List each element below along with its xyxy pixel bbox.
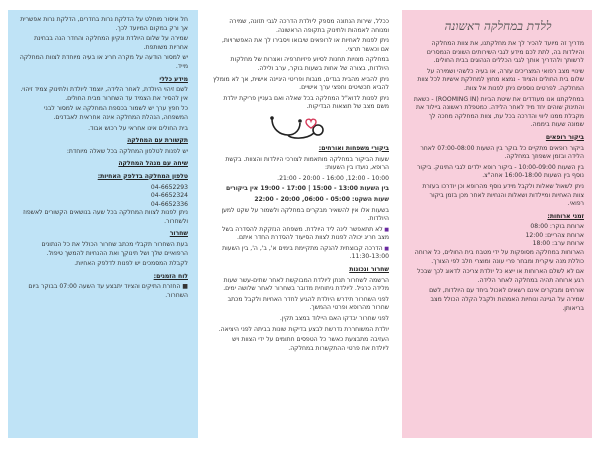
- meals-text: הארוחות במחלקה מסופקות על ידי מטבח בית החולים, כל ארוחה כוללת מנה עיקרית ומבחר פרי עונה ומוצרי חלב לפי הצורך.: [414, 249, 584, 265]
- shichrur-text: בעת השחרור תקבלי מכתב שחרור הכולל את כל הנתונים הרפואיים שלך ושל תינוקך ואת ההנחיות להמשך טיפול.: [41, 241, 188, 257]
- phones-text: יש לפנות לטלפון המחלקה בכל שאלה מיוחדת:: [66, 147, 188, 155]
- discharge-text: הרשמה לשחרור תנתן ליולדת המבוקשת לאחר שתים-עשר שעות מלידה כרגיל. ליולדת ניתוחית מדובר בשחרור לאחר שלושה ימים.: [223, 276, 389, 293]
- discharge-text-3: לפני שחרור יבדקו האם היילוד במצב תקין.: [279, 315, 389, 323]
- middle-para-5: ניתן לפנות לדוא"ל המחלקה בכל שאלה ואם בעניין פריקת יולדת משם מצב של תוצאות הבדיקות.: [223, 94, 389, 111]
- rooming-in-text: במחלקתנו אנו מעודדים את שיטת הביות (ROOMING IN) - כשאת והתינוק שוהים יחד מיד לאחר הלידה. כמטפלת ראשונה ביילוד את מקבלת ממנו ליווי והדרכה בכל עת, צוות המחלקה מחכה לך שמונה שעות ביממה.: [413, 95, 584, 129]
- phone-number-1: 04-6652293: [150, 183, 188, 191]
- left-panel: [8, 10, 198, 438]
- meal-lunch: ארוחת צהריים: 12:00: [525, 231, 584, 239]
- doctor-visits-text-2: בין השעות 10:00-09:00 - ביקור רופא ילדים לגבי התינוק. ביקור נוסף בין השעות 16:00-18:00 אחה"צ.: [416, 163, 584, 180]
- doctor-visits-heading: ביקור רופאים: [545, 133, 584, 141]
- quiet-text: בשעות אלו אין להשאיר מבקרים במחלקה ולשמור על שקט למען היולדות.: [221, 206, 389, 223]
- phones-subheading: שיחה עם מנהל המחלקה: [118, 160, 188, 168]
- visiting-no-hours: בין השעות 13:00 - 15:00 | 17:00 - 19:00 אין ביקורים: [226, 185, 389, 193]
- stethoscope-heart-icon: [266, 115, 336, 141]
- discharge-text-5: העזיבה מתבצעת כאשר כל הטפסים חתומים על ידי הצוות ויש ליולדת את פרטי ההתקשרות במחלקה.: [232, 336, 389, 352]
- visiting-text: שעות הביקור במחלקה מותאמות לצורכי היולדות והצוות. בקשת הרופא, נועדו בין השעות:: [225, 155, 389, 172]
- info-text-2: כל חפץ ערך יש לשמור בכספת המחלקה או למסור לבני המשפחה, הנהלת המחלקה אינה אחראית לאבדנים.: [44, 105, 188, 121]
- meals-text-2: אם לא לשלם הארוחות או ייצא כל יולדת צריכה לדאוג לכך שבכל רגע ארוחה תהיה במחלקה לאחר הלידה.: [417, 268, 584, 284]
- exit-text: ■ החזרת התיקים והציוד יתבצע עד השעה 07:00 בבוקר ביום השחרור.: [28, 283, 188, 300]
- brochure-title: ללדת במחלקה ראשונה: [444, 19, 552, 33]
- right-panel: [402, 10, 592, 438]
- meal-dinner: ארוחת ערב: 18:00: [532, 240, 584, 248]
- exit-heading: לוח הזמנים:: [153, 272, 188, 280]
- middle-panel: [205, 10, 397, 438]
- info-text: לשם זיהוי היולדת, לאחר הלידה, יוצמד ליולדת ולתינוק צמיד זיהוי. אין להסיר את הצמיד עד השחרור מבית החולים.: [20, 86, 188, 102]
- phones-list-heading: טלפון המחלקה בדלפק האחיות:: [97, 172, 188, 180]
- doctor-visits-text: ביקור רופאים מתקיים כל בוקר בין השעות 07:00-08:00 לאחר הלידה ובזמן אשפוזך במחלקה.: [420, 144, 584, 161]
- discharge-text-4: יולדת המשוחררת נדרשת לבצע בדיקות שונות בביתה לפני היציאה.: [218, 325, 389, 333]
- bullet-item-1: ■ לא תתאפשר לינה ליד היולדת. משפחה הנזקקת להסדרה בשל מצב חריג יכולה לפנות לצוות הסיעוד להסדרת החדר איתם.: [213, 226, 389, 243]
- bullet-item-2: ■ הדרכה קבוצתית להנקה מתקיימת בימים א', ב', ה', בין השעות 11:30-13:00.: [213, 245, 389, 262]
- phone-number-3: 04-6652336: [150, 200, 188, 208]
- phone-number-2: 04-6652324: [150, 192, 188, 200]
- middle-para-2: ניתן לפנות לאחיות או לרופאים שיבואו ויסבירו לך את האפשרויות, אם וכאשר תרצי.: [221, 37, 389, 53]
- visiting-heading: ביקורי משפחות ואורחים:: [318, 144, 389, 152]
- info-heading: מידע כללי: [159, 75, 188, 83]
- discharge-heading: שחרור ונכונות: [349, 266, 389, 274]
- left-para-3: יש למסור הודעה על מקרה חריג או בעיה מיוחדת לצוות המחלקה מייד.: [19, 54, 188, 70]
- left-para-1: חל איסור מוחלט על הדלקת נרות בחדרים, הדלקת נרות אפשרית אך ורק במקום המיועד לכך.: [20, 16, 188, 32]
- meal-breakfast: ארוחת בוקר: 08:00: [530, 223, 584, 231]
- meals-text-3: אורחים ומבקרים אינם רשאים לאכול ביחד עם היולדות, לשם שמירה על הגיינה ונוחיות האמהות ולקבל הקלה הכולל מצב בריאותן.: [429, 287, 584, 312]
- middle-para-4: ניתן להביא מהבית בגדים, מגבות ופריטי היגיינה אישית, אך לא מומלץ להביא תכשיטים וחפצי ערך אישיים.: [212, 75, 389, 92]
- left-para-2: שמירה על שלום היולדת ונקיון המחלקה והחדר הנה בבחינת אחריות משותפת.: [34, 35, 188, 51]
- info-text-3: בית החולים אינו אחראי על רכוש אבוד.: [88, 124, 188, 132]
- right-intro: מדריך זה מיועד להכיר לך את מחלקתנו, את צוות המחלקה והיולדות בה, לתת לכם מידע לגבי השירותים השונים הנמסרים לרשותך ולהדריך אותך לגבי הכללים הנהוגים בבית החולים.: [426, 40, 584, 65]
- shichrur-heading: שחרור: [169, 230, 188, 238]
- meals-heading: זמני ארוחות:: [547, 212, 584, 220]
- discharge-text-2: לפני השחרור תידרש היולדת להגיע לחדר האחיות ולקבל מכתב שחרור מהרופא ופרטי ההמשך.: [227, 295, 389, 312]
- right-intro-2: שינויי מצב רפואי המצריכים עזרה, או בעיה כלשהי ושמירה על שלום בית החולים והציוד - נמצא מחוץ למחלקת אישיות לכל צוות המחלקה. לפרטים נוספים ניתן לפנות אל צוות.: [417, 67, 584, 92]
- middle-para-3: במחלקה מצויות תחנות לסיוע פיזיותרפיה ואצרות של מחלקות היולדות, בצורה של אחות בשעות בוקר, ערב ולילה.: [230, 56, 389, 72]
- shichrur-text-2: לקבלת המסמכים יש לפנות לדלפק האחיות.: [74, 260, 188, 268]
- middle-para-1: ככלל, שירות הנתונה מספק ליולדת הדרכה לגבי תזונה, שמירה ומנוחה לאמהות ולתינוק בתקופה הראשונה.: [229, 18, 389, 34]
- visiting-hours: 10:00 - 12:00, 16:00 - 20:00 - 21:00.: [277, 174, 389, 182]
- phones-note: ניתן לפנות לצוות המחלקה בכל שעה בנושאים הקשורים לאשפוז ולשחרור.: [23, 209, 188, 225]
- phones-heading: תקשורת עם המחלקה: [127, 137, 188, 145]
- quiet-hours: שעות השקט: 05:00 - 06:00, 20:00 - 22:00: [254, 195, 389, 203]
- doctor-visits-text-3: ניתן לשאול שאלות ולקבל מידע נוסף מהרופא וכן יודרכו בעזרת צוות האחיות ומיילדות ושאלות והנחיות לאחר מכן בזמן ביקור רפואי.: [422, 182, 584, 208]
